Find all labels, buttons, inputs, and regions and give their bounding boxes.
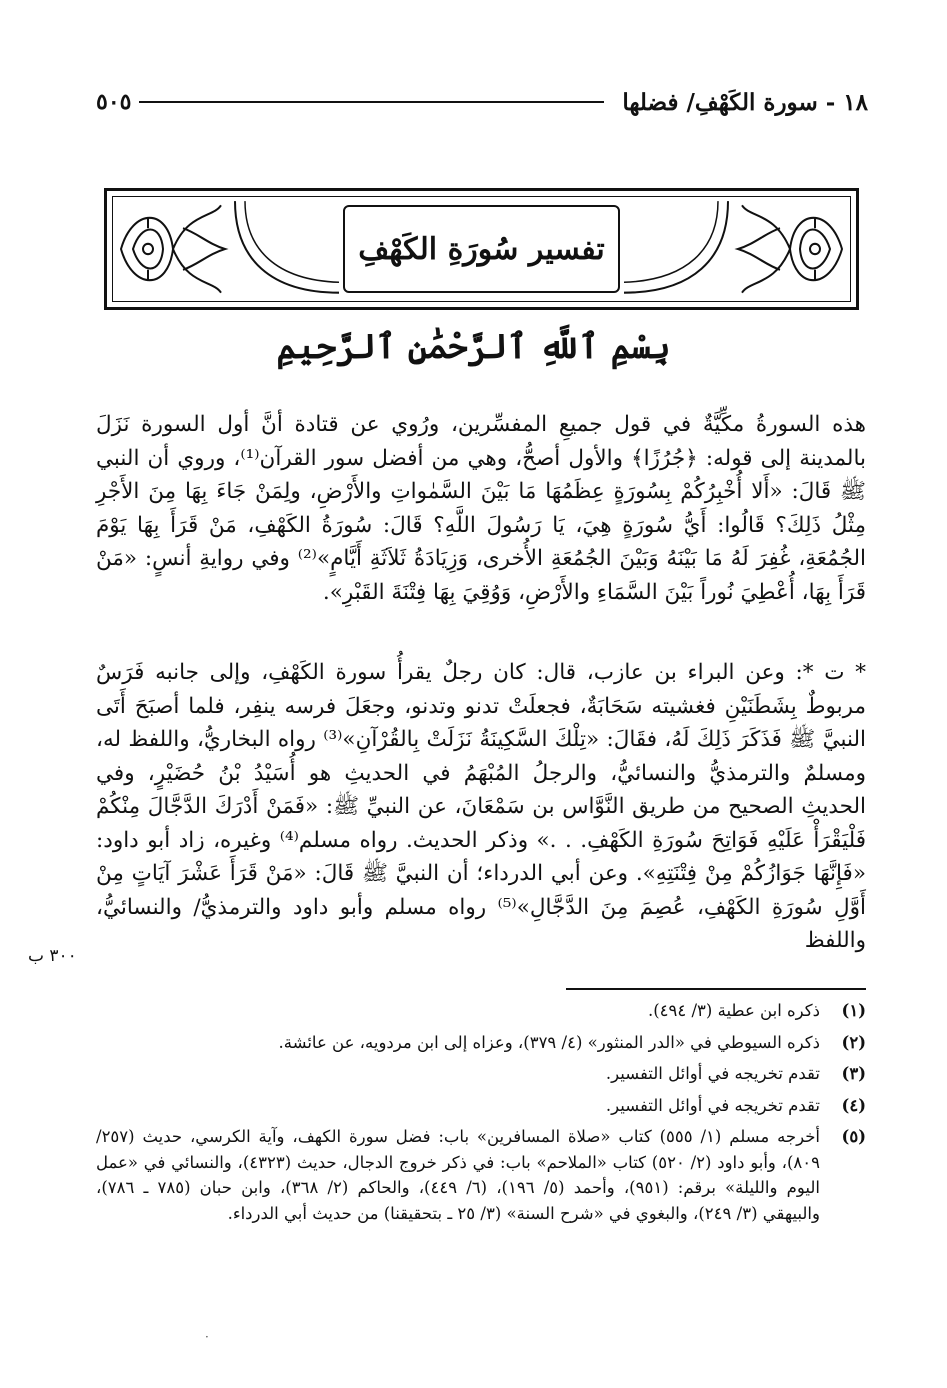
surah-title-frame	[343, 205, 620, 293]
header-rule	[139, 101, 604, 103]
footnote-2	[96, 1030, 866, 1056]
banner-arch-left	[231, 197, 343, 301]
footnote-number: (٣)	[841, 1064, 866, 1083]
footnote-text: أخرجه مسلم (١/ ٥٥٥) كتاب «صلاة المسافرين» باب: فضل سورة الكهف، وآية الكرسي، حديث (٢٥٧/ ٨٠٩)، وأبو داود (٢/ ٥٢٠) كتاب «الملاحم» باب: في ذكر خروج الدجال، حديث (٤٣٢٣)، والنسائي في «عمل اليوم والليلة» برقم: (٩٥١)، وأحمد (٥/ ١٩٦)، (٦/ ٤٤٩)، والحاكم (٢/ ٣٦٨)، وابن حبان (٧٨٥ ـ ٧٨٦)، والبيهقي (٣/ ٢٤٩)، والبغوي في «شرح السنة» (٣/ ٢٥ ـ بتحقيقنا) من حديث أبي الدرداء.	[96, 1127, 821, 1223]
stray-dot: ·	[205, 1330, 209, 1344]
arabesque-ornament-right	[732, 197, 850, 301]
body-paragraph-1: هذه السورةُ مكِّيَّةٌ في قول جميعِ المفسِّرين، ورُوي عن قتادة أنَّ أول السورة نَزَلَ بالمدينة إلى قوله: ﴿جُرُزًا﴾ والأول أصحُّ، وهي من أفضل سور القرآن⁽¹⁾، وروي أن النبي ﷺ قَالَ: «أَلا أُخْبِرُكُمْ بِسُورَةٍ عِظَمُهَا مَا بَيْنَ السَّمٰواتِ والأَرْضِ، ولِمَنْ جَاءَ بِهَا مِنَ الأَجْرِ مِثْلُ ذَلِكَ؟ قَالُوا: أَيُّ سُورَةٍ هِيَ، يَا رَسُولَ اللَّهِ؟ قَالَ: سُورَةُ الكَهْفِ، مَنْ قَرَأَ بِهَا يَوْمَ الجُمُعَةِ، غُفِرَ لَهُ مَا بَيْنَهُ وَبَيْنَ الجُمُعَةِ الأُخرى، وَزِيَادَةُ ثَلاَثَةِ أَيَّامٍ»⁽²⁾ وفي روايةِ أنسٍ: «مَنْ قَرَأَ بِهَا، أُعْطِيَ نُوراً بَيْنَ السَّمَاءِ والأَرْضِ، وَوُقِيَ بِهَا فِتْنَةَ القَبْرِ».	[96, 412, 866, 605]
banner-arch-right	[620, 197, 732, 301]
banner-inner-frame	[112, 196, 851, 302]
footnote-text: ذكره ابن عطية (٣/ ٤٩٤).	[647, 1001, 820, 1020]
footnote-text: تقدم تخريجه في أوائل التفسير.	[605, 1095, 820, 1115]
footnote-text: ذكره السيوطي في «الدر المنثور» (٤/ ٣٧٩)، وعزاه إلى ابن مردويه، عن عائشة.	[278, 1032, 820, 1052]
running-title: ١٨ - سورة الكَهْفِ/ فضلها	[622, 88, 868, 116]
footnote-1	[96, 998, 866, 1024]
footnote-text: تقدم تخريجه في أوائل التفسير.	[605, 1064, 820, 1083]
footnote-4	[96, 1093, 866, 1119]
footnote-3	[96, 1061, 866, 1087]
footnote-number: (٢)	[841, 1032, 866, 1052]
footnotes	[96, 998, 866, 1232]
footnote-separator	[566, 988, 866, 990]
manuscript-folio-note: ٣٠٠ ب	[28, 946, 77, 966]
running-header	[96, 82, 868, 122]
footnote-number: (٥)	[841, 1127, 866, 1146]
footnote-5	[96, 1124, 866, 1226]
footnote-number: (٤)	[841, 1095, 866, 1115]
footnote-number: (١)	[841, 1001, 866, 1020]
page-number: ٥٠٥	[96, 89, 132, 115]
surah-title-banner	[104, 188, 859, 310]
body-paragraph-2: * ت *: وعن البراء بن عازب، قال: كان رجلٌ يقرأُ سورة الكَهْفِ، وإلى جانبه فَرَسٌ مربوطٌ بِشَطَنَيْنِ فغشيته سَحَابَةٌ، فجعلَتْ تدنو وتدنو، وجعَلَ فرسه ينفِر، فلما أصبَحَ أَتَى النبيَّ ﷺ فَذَكَرَ ذَلِكَ لَهُ، فقَالَ: «تِلْكَ السَّكِينَةُ نَزَلَتْ بِالقُرْآنِ»⁽³⁾ رواه البخاريُّ، واللفظ له، ومسلمٌ والترمذيُّ والنسائيُّ، والرجلُ المُبْهَمُ في الحديثِ هو أُسَيْدُ بْنُ حُضَيْرٍ، وفي الحديثِ الصحيح من طريق النَّوَّاس بن سَمْعَانَ، عن النبيِّ ﷺ: «فَمَنْ أَدْرَكَ الدَّجَّالَ مِنْكُمْ فَلْيَقْرَأْ عَلَيْهِ فَوَاتِحَ سُورَةِ الكَهْفِ. . .» وذكر الحديث. رواه مسلم⁽⁴⁾ وغيره، زاد أبو داود: «فَإِنَّهَا جَوَازُكُمْ مِنْ فِتْنَتِهِ». وعن أبي الدرداء؛ أن النبيَّ ﷺ قَالَ: «مَنْ قَرَأَ عَشْرَ آيَاتٍ مِنْ أَوَّلِ سُورَةِ الكَهْفِ، عُصِمَ مِنَ الدَّجَّالِ»⁽⁵⁾ رواه مسلم وأبو داود والترمذيُّ/ والنسائيُّ، واللفظ	[96, 660, 866, 953]
surah-title: تفسير سُورَةِ الكَهْفِ	[358, 231, 605, 267]
arabesque-ornament-left	[113, 197, 231, 301]
basmala: بِسْمِ ٱللَّهِ ٱلرَّحْمَٰنِ ٱلرَّحِيمِ	[276, 327, 671, 367]
